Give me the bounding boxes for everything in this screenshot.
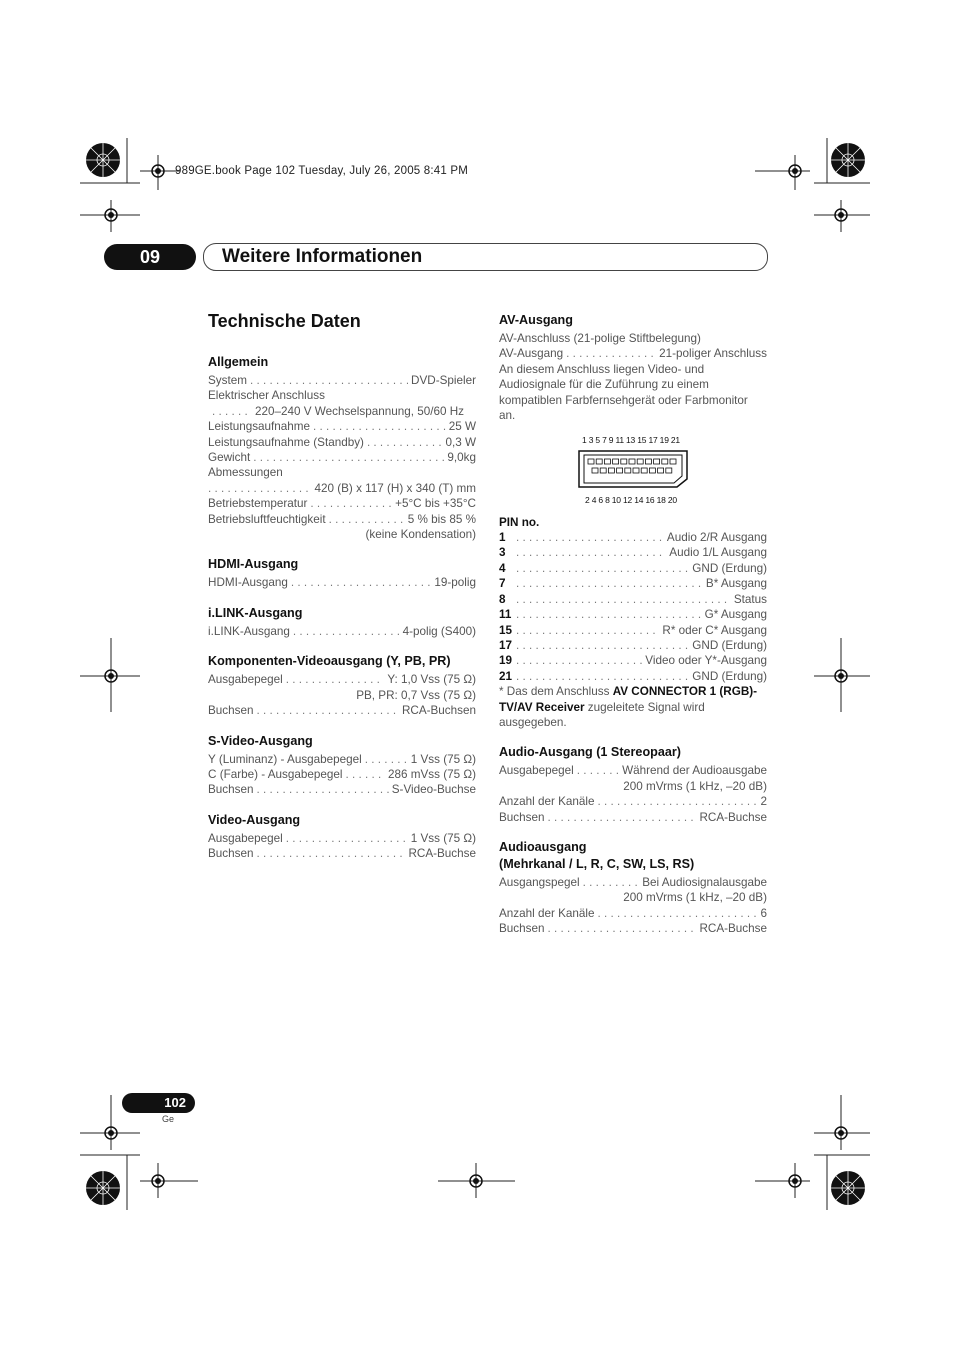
section-title: Technische Daten [208,311,361,331]
spec-row-stereo-jack: Buchsen . . . RCA-Buchse [499,810,767,825]
scart-pin [666,468,672,473]
pin-row: 3 . . . Audio 1/L Ausgang [499,545,767,560]
spec-row-ilink: i.LINK-Ausgang . . . 4-polig (S400) [208,624,476,639]
scart-pin [588,459,594,464]
spec-row-multi-level: Ausgangspegel . . . Bei Audiosignalausgabe [499,875,767,890]
spec-row-multi-ch: Anzahl der Kanäle . . . 6 [499,906,767,921]
spec-row-consumption: Leistungsaufnahme . . . 25 W [208,419,476,434]
spec-row-standby: Leistungsaufnahme (Standby) . . . 0,3 W [208,435,476,450]
chapter-title: Weitere Informationen [222,246,423,267]
scart-pin [592,468,598,473]
page-number-badge: 102 [122,1093,195,1113]
spec-row-multi-level2: 200 mVrms (1 kHz, –20 dB) [623,891,767,905]
scart-top-labels: 1 3 5 7 9 11 13 15 17 19 21 [582,435,680,446]
spec-row-multi-jack: Buchsen . . . RCA-Buchse [499,921,767,936]
spec-row-hdmi: HDMI-Ausgang . . . 19-polig [208,575,476,590]
spec-row-svideo-c: C (Farbe) - Ausgabepegel . . . 286 mVss (75 Ω) [208,767,476,782]
allgemein-heading: Allgemein [208,355,269,369]
scart-pin [662,459,668,464]
spec-row-system: System . . . DVD-Spieler [208,373,476,388]
scart-diagram [577,433,767,508]
chapter-number-badge: 09 [104,244,196,270]
spec-row-component-level2: PB, PR: 0,7 Vss (75 Ω) [356,688,476,702]
av-line1: AV-Anschluss (21-polige Stiftbelegung) [499,332,701,345]
pin-row: 17 . . . GND (Erdung) [499,638,767,653]
spec-row-humidity-note: (keine Kondensation) [365,528,476,542]
av-heading: AV-Ausgang [499,313,573,327]
spec-row-stereo-ch: Anzahl der Kanäle . . . 2 [499,794,767,809]
pin-row: 7 . . . B* Ausgang [499,576,767,591]
audio-multi-heading: Audioausgang (Mehrkanal / L, R, C, SW, LS, RS) [499,839,695,871]
spec-row-power-label: Elektrischer Anschluss [208,389,325,403]
spec-row-svideo-jack: Buchsen . . . S-Video-Buchse [208,782,476,797]
spec-row-dims-label: Abmessungen [208,466,283,480]
spec-row-component-jack: Buchsen . . . RCA-Buchsen [208,703,476,718]
pin-row: 21 . . . GND (Erdung) [499,669,767,684]
scart-pin [629,459,635,464]
print-header: 989GE.book Page 102 Tuesday, July 26, 2005 8:41 PM [175,165,469,177]
page-language: Ge [162,1114,175,1124]
component-heading: Komponenten-Videoausgang (Y, PB, PR) [208,654,451,669]
spec-row-humidity: Betriebsluftfeuchtigkeit . . . 5 % bis 85 % [208,512,476,527]
scart-pin [596,459,602,464]
spec-row-power: . . . 220–240 V Wechselspannung, 50/60 Hz [208,404,476,419]
spec-row-temp: Betriebstemperatur . . . +5°C bis +35°C [208,496,476,511]
scart-pin [633,468,639,473]
pin-row: 11 . . . G* Ausgang [499,607,767,622]
scart-pin [658,468,664,473]
spec-row-video-level: Ausgabepegel . . . 1 Vss (75 Ω) [208,831,476,846]
spec-row-stereo-level2: 200 mVrms (1 kHz, –20 dB) [623,779,767,793]
spec-row-stereo-level: Ausgabepegel . . . Während der Audioausgabe [499,763,767,778]
pin-row: 19 . . . Video oder Y*-Ausgang [499,653,767,668]
scart-pin [604,459,610,464]
pin-list [499,530,767,684]
pin-heading: PIN no. [499,515,540,529]
av-note: * Das dem Anschluss AV CONNECTOR 1 (RGB)-TV/AV Receiver zugeleitete Signal wird ausgegeben. [499,685,758,729]
scart-pin [637,459,643,464]
spec-row-svideo-y: Y (Luminanz) - Ausgabepegel . . . 1 Vss (75 Ω) [208,752,476,767]
scart-pin [613,459,619,464]
spec-row-video-jack: Buchsen . . . RCA-Buchse [208,846,476,861]
video-heading: Video-Ausgang [208,812,301,827]
pin-row: 8 . . . Status [499,592,767,607]
audio-stereo-heading: Audio-Ausgang (1 Stereopaar) [499,745,681,760]
svideo-heading: S-Video-Ausgang [208,733,313,748]
pin-row: 4 . . . GND (Erdung) [499,561,767,576]
scart-pin [608,468,614,473]
scart-bottom-labels: 2 4 6 8 10 12 14 16 18 20 [585,495,677,506]
scart-pin [617,468,623,473]
spec-row-av-out: AV-Ausgang . . . 21-poliger Anschluss [499,346,767,361]
hdmi-heading: HDMI-Ausgang [208,557,299,572]
scart-pin [625,468,631,473]
scart-pin [654,459,660,464]
spec-row-weight: Gewicht . . . 9,0kg [208,450,476,465]
scart-pin [621,459,627,464]
av-description: An diesem Anschluss liegen Video- und Audiosignale für die Zuführung zu einem kompatiblen Farbfernsehgerät oder Farbmonitor an. [499,362,748,423]
scart-connector-icon [577,449,689,489]
ilink-heading: i.LINK-Ausgang [208,605,303,620]
spec-row-component-level: Ausgabepegel . . . Y: 1,0 Vss (75 Ω) [208,672,476,687]
pin-row: 15 . . . R* oder C* Ausgang [499,623,767,638]
scart-pin [649,468,655,473]
scart-pin [645,459,651,464]
scart-pin [600,468,606,473]
pin-row: 1 . . . Audio 2/R Ausgang [499,530,767,545]
spec-row-dims: . . . 420 (B) x 117 (H) x 340 (T) mm [208,481,476,496]
right-column [499,312,767,937]
scart-pin [670,459,676,464]
scart-pin [641,468,647,473]
left-column [208,310,476,862]
